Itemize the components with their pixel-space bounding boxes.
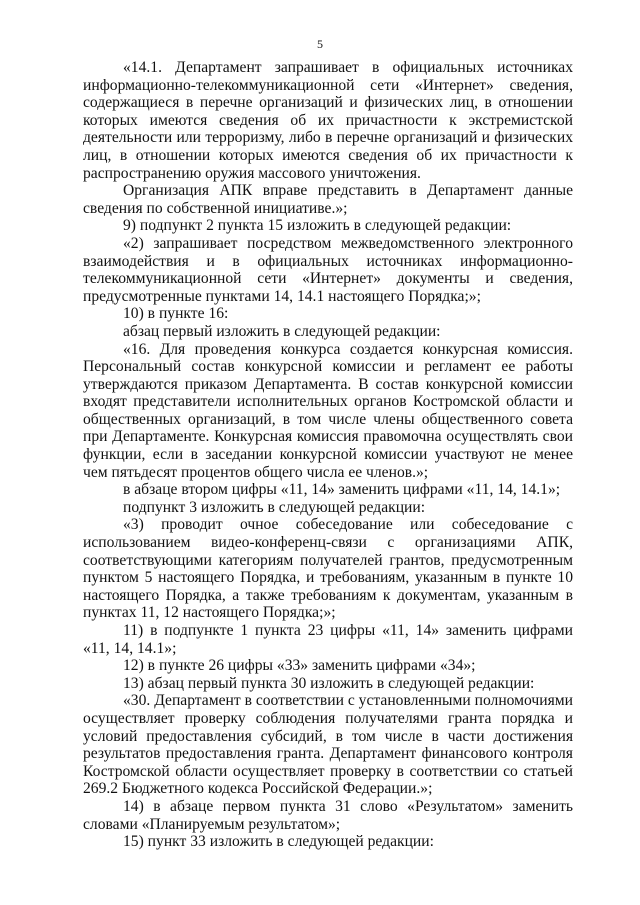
paragraph-14-1: «14.1. Департамент запрашивает в официальных источниках информационно-телекоммуникационной сети «Интернет» сведения, содержащиеся в перечне организаций и физических лиц, в отношении которых имеются сведения об их причастности к экстремистской деятельности или терроризму, либо в перечне организаций и физических лиц, в отношении которых имеются сведения об их причастности к распространению оружия массового уничтожения.	[83, 59, 573, 182]
paragraph-item-15: 15) пункт 33 изложить в следующей редакции:	[123, 833, 434, 851]
paragraph-item-12: 12) в пункте 26 цифры «33» заменить цифрами «34»;	[123, 657, 476, 675]
paragraph-30: «30. Департамент в соответствии с установленными полномочиями осуществляет проверку соблюдения получателями гранта порядка и условий предоставления субсидий, в том числе в части достижения результатов предоставления гранта. Департамент финансового контроля Костромской области осуществляет проверку в соответствии со статьей 269.2 Бюджетного кодекса Российской Федерации.»;	[83, 692, 573, 798]
paragraph-item-11: 11) в подпункте 1 пункта 23 цифры «11, 14» заменить цифрами «11, 14, 14.1»;	[83, 622, 573, 657]
paragraph-subitem-2: «2) запрашивает посредством межведомственного электронного взаимодействия и в официальных источниках информационно-телекоммуникационной сети «Интернет» документы и сведения, предусмотренные пунктами 14, 14.1 настоящего Порядка;»;	[83, 234, 573, 305]
paragraph-abzac-first: абзац первый изложить в следующей редакции:	[123, 322, 441, 340]
paragraph-item-10: 10) в пункте 16:	[123, 305, 229, 323]
paragraph-subitem-3-heading: подпункт 3 изложить в следующей редакции:	[123, 498, 426, 516]
paragraph-16: «16. Для проведения конкурса создается конкурсная комиссия. Персональный состав конкурсной комиссии и регламент ее работы утверждаются приказом Департамента. В состав конкурсной комиссии входят представители исполнительных органов Костромской области и общественных организаций, в том числе члены общественного совета при Департаменте. Конкурсная комиссия правомочна осуществлять свои функции, если в заседании конкурсной комиссии участвуют не менее чем пятьдесят процентов общего числа ее членов.»;	[83, 340, 573, 481]
page-number: 5	[317, 37, 323, 51]
paragraph-item-13: 13) абзац первый пункта 30 изложить в следующей редакции:	[123, 674, 535, 692]
paragraph-subitem-3: «3) проводит очное собеседование или собеседование с использованием видео-конференц-связи с организациями АПК, соответствующими категориям получателей грантов, предусмотренным пунктом 5 настоящего Порядка, и требованиям, указанным в пункте 10 настоящего Порядка, а также требованиям к документам, указанным в пунктах 11, 12 настоящего Порядка;»;	[83, 516, 573, 622]
paragraph-abzac-second: в абзаце втором цифры «11, 14» заменить цифрами «11, 14, 14.1»;	[123, 481, 561, 499]
paragraph-apk-initiative: Организация АПК вправе представить в Департамент данные сведения по собственной инициативе.»;	[83, 182, 573, 217]
document-body	[83, 59, 573, 851]
paragraph-item-9: 9) подпункт 2 пункта 15 изложить в следующей редакции:	[123, 217, 512, 235]
paragraph-item-14: 14) в абзаце первом пункта 31 слово «Результатом» заменить словами «Планируемым результатом»;	[83, 797, 573, 833]
